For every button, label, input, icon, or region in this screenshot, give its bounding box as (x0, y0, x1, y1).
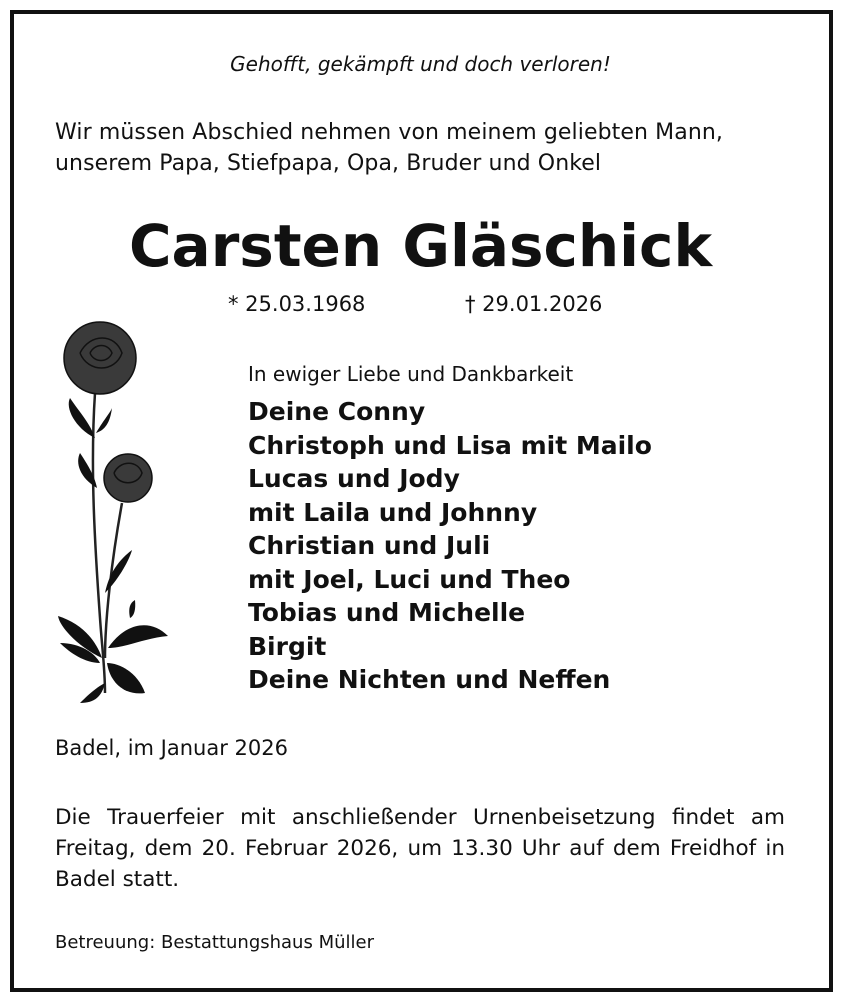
mourner: Deine Conny (248, 397, 426, 426)
intro-line: unserem Papa, Stiefpapa, Opa, Bruder und Onkel (55, 151, 602, 176)
mourners-list (248, 395, 652, 697)
place-date: Badel, im Januar 2026 (55, 736, 288, 760)
mourner: mit Laila und Johnny (248, 497, 538, 527)
birth-date: * 25.03.1968 (228, 292, 366, 316)
dedication: In ewiger Liebe und Dankbarkeit (248, 362, 574, 386)
mourner: Christian und Juli (248, 531, 491, 560)
mourner: Tobias und Michelle (248, 598, 526, 627)
motto: Gehofft, gekämpft und doch verloren! (230, 52, 611, 76)
mourner: mit Joel, Luci und Theo (248, 564, 571, 594)
intro-text (55, 117, 723, 179)
death-date: † 29.01.2026 (465, 292, 603, 316)
mourner: Birgit (248, 631, 327, 661)
mourner: Christoph und Lisa mit Mailo (248, 430, 652, 460)
mourner: Lucas und Jody (248, 464, 460, 493)
deceased-name: Carsten Gläschick (128, 212, 713, 280)
rose-illustration-icon (50, 318, 175, 703)
ceremony-info: Die Trauerfeier mit anschließender Urnenbeisetzung findet am Freitag, dem 20. Februar 2026, um 13.30 Uhr auf dem Freidhof in Badel statt. (55, 805, 785, 892)
funeral-home: Betreuung: Bestattungshaus Müller (55, 932, 374, 953)
intro-line: Wir müssen Abschied nehmen von meinem geliebten Mann, (55, 120, 723, 145)
mourner: Deine Nichten und Neffen (248, 665, 611, 694)
